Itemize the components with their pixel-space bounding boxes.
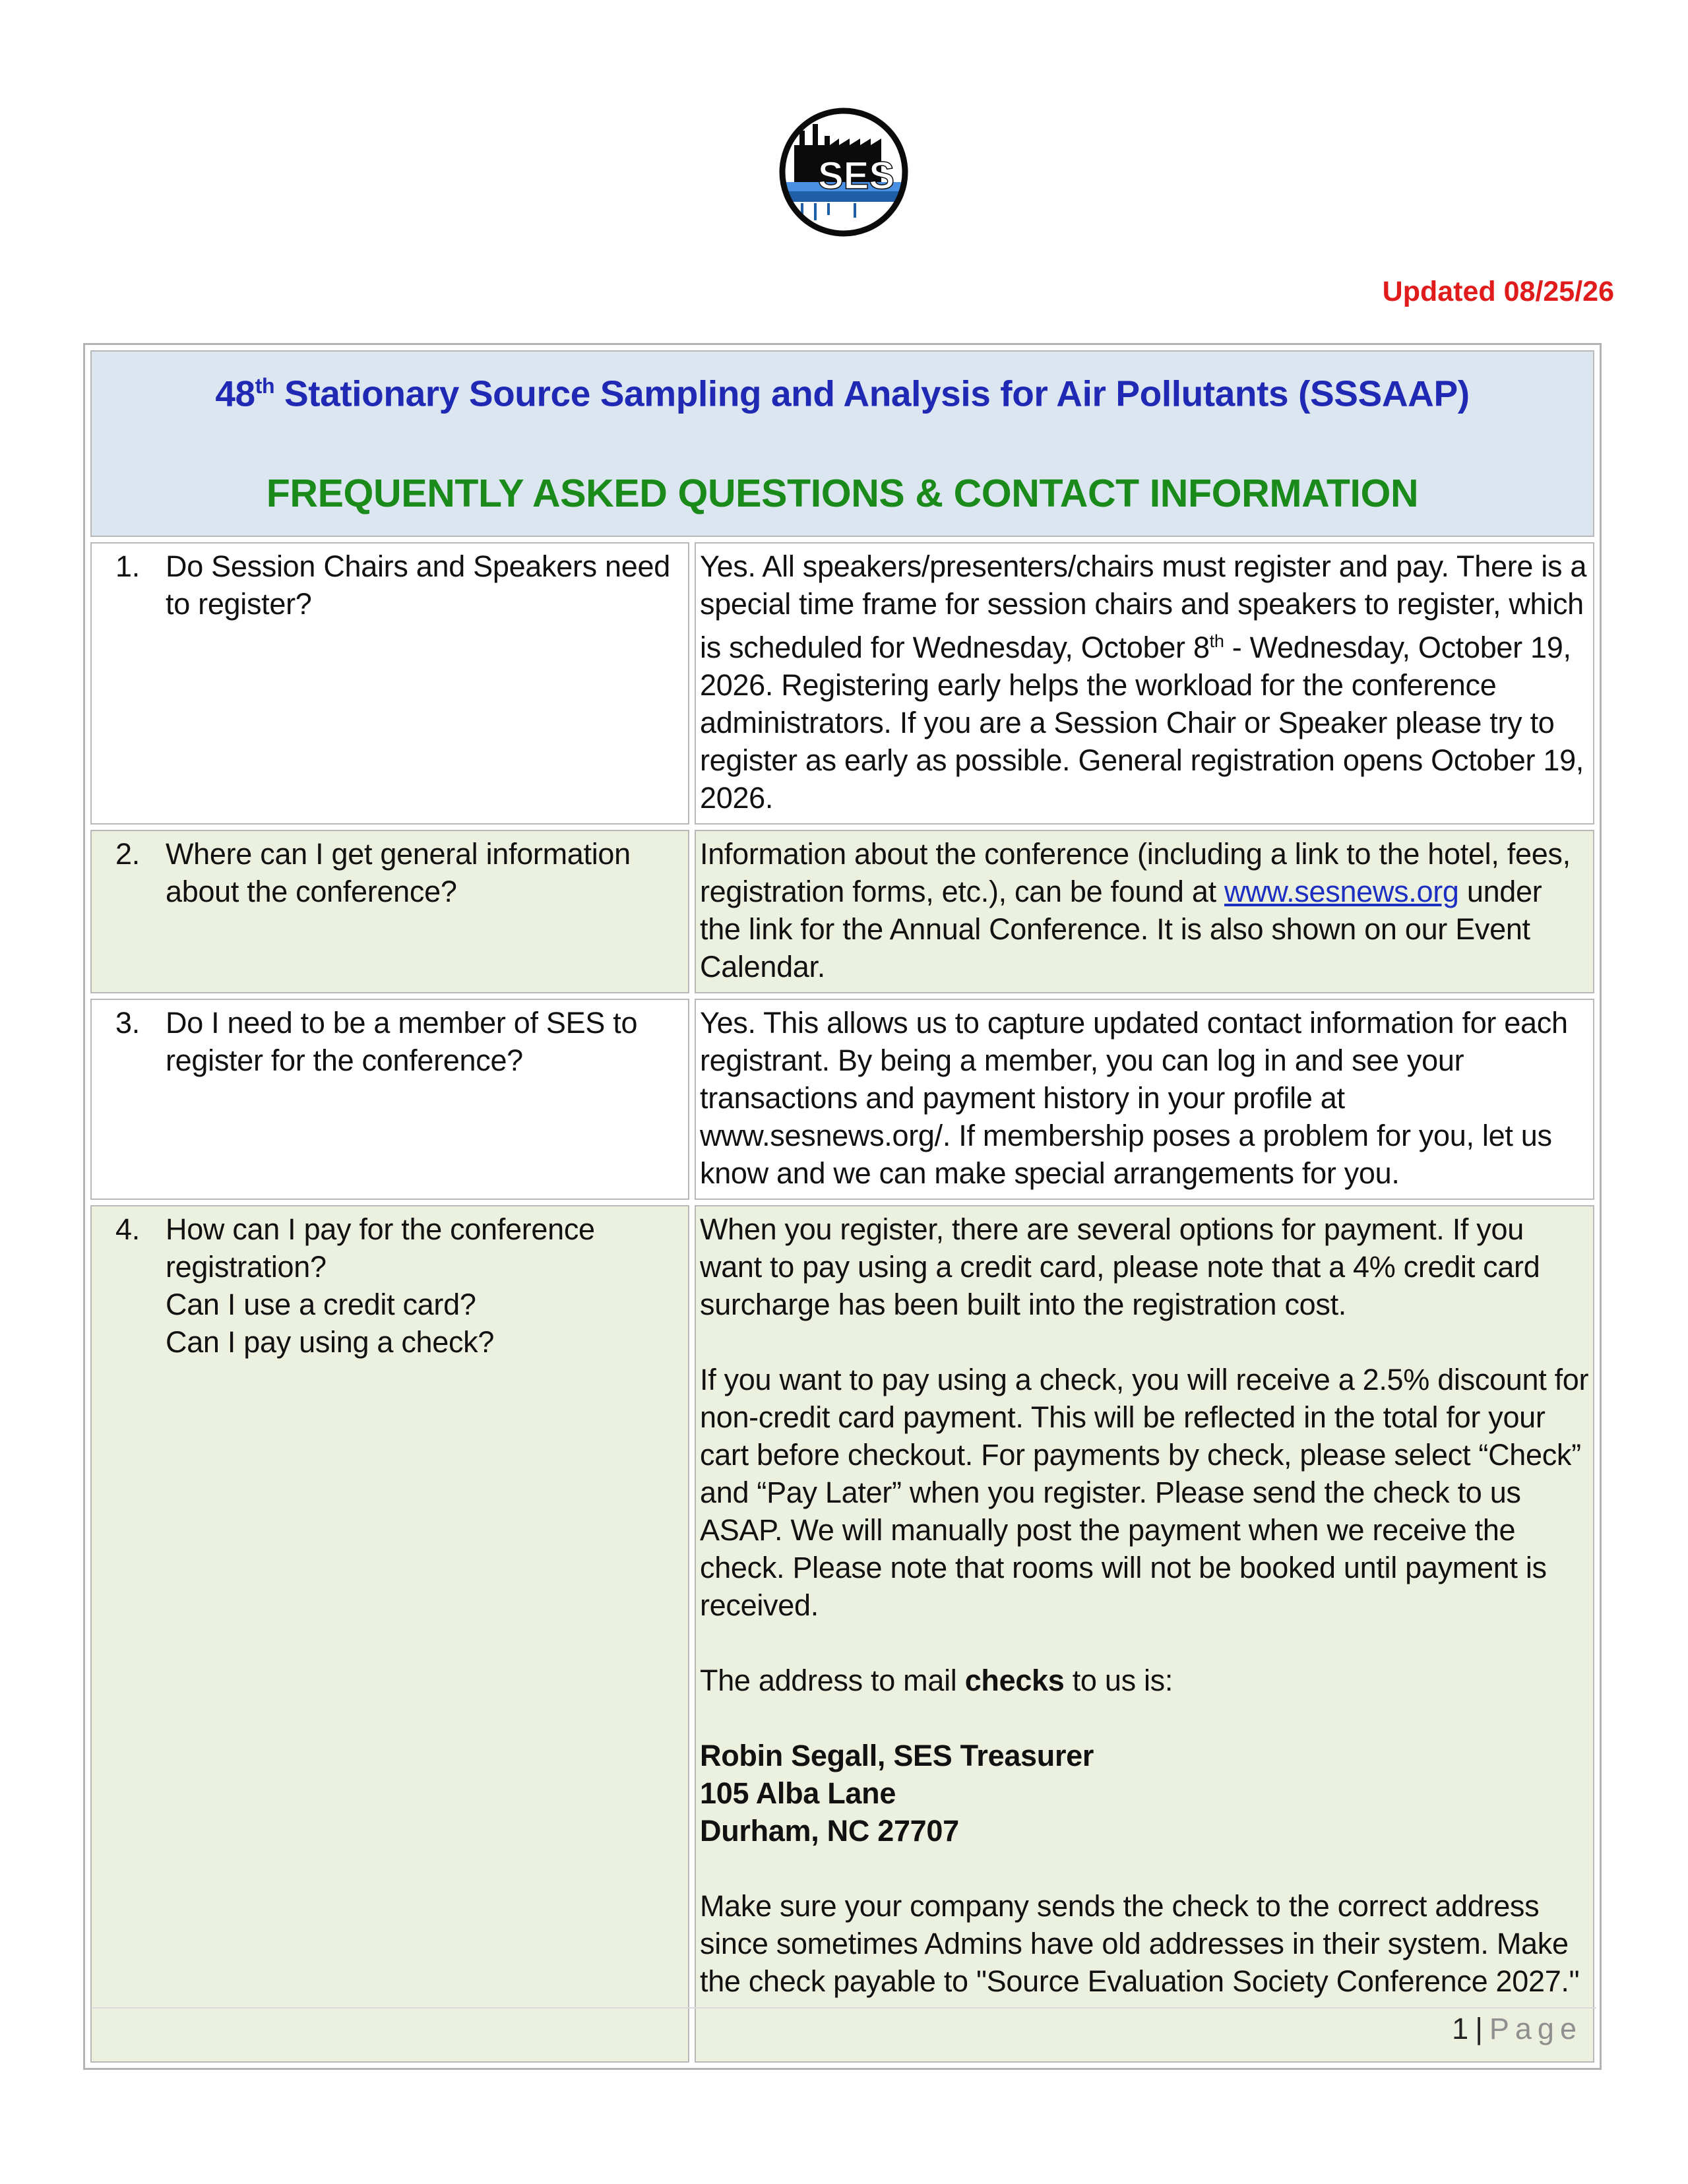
page-number: 1 xyxy=(1452,2012,1469,2045)
answer-paragraph: Make sure your company sends the check to the correct address since sometimes Admins have old addresses in their system. Make the check payable to "Source Evaluation Society Conference 2027." xyxy=(700,1889,1580,1999)
answer-cell xyxy=(695,542,1594,825)
answer-paragraph: The address to mail checks to us is: xyxy=(700,1664,1173,1698)
question-text: Do I need to be a member of SES to register for the conference? xyxy=(166,1006,638,1078)
answer-cell xyxy=(695,830,1594,993)
ses-logo xyxy=(776,104,912,240)
question-cell xyxy=(90,542,689,825)
answer-text: Information about the conference (including a link to the hotel, fees, registration forms, etc.), can be found at www.sesnews.org under the link for the Annual Conference. It is also shown on our Event Calendar. xyxy=(700,837,1571,984)
question-cell xyxy=(90,999,689,1200)
answer-paragraph: When you register, there are several options for payment. If you want to pay using a credit card, please note that a 4% credit card surcharge has been built into the registration cost. xyxy=(700,1212,1540,1322)
faq-row xyxy=(90,1205,1594,2063)
answer-cell xyxy=(695,999,1594,1200)
page-subtitle: FREQUENTLY ASKED QUESTIONS & CONTACT INFORMATION xyxy=(266,472,1419,516)
question-text: How can I pay for the conference registration? Can I use a credit card? Can I pay using a check? xyxy=(166,1212,595,1359)
question-number: 1. xyxy=(115,549,140,584)
faq-row xyxy=(90,830,1594,993)
question-text: Where can I get general information about the conference? xyxy=(166,837,631,909)
answer-text: Yes. This allows us to capture updated contact information for each registrant. By being a member, you can log in and see your transactions and payment history in your profile at www.sesnews.org/. If membership poses a problem for you, let us know and we can make special arrangements for you. xyxy=(700,1006,1568,1191)
faq-row xyxy=(90,542,1594,825)
faq-table xyxy=(83,343,1602,2070)
footer-divider xyxy=(92,2007,1596,2009)
question-cell xyxy=(90,1205,689,2063)
answer-paragraph: If you want to pay using a check, you will receive a 2.5% discount for non-credit card payment. This will be reflected in the total for your cart before checkout. For payments by check, please select “Check” and “Pay Later” when you register. Please send the check to us ASAP. We will manually post the payment when we receive the check. Please note that rooms will not be booked until payment is received. xyxy=(700,1363,1589,1623)
question-cell xyxy=(90,830,689,993)
question-number: 4. xyxy=(115,1212,140,1247)
faq-row xyxy=(90,999,1594,1200)
updated-date: Updated 08/25/26 xyxy=(1382,276,1614,307)
question-number: 3. xyxy=(115,1006,140,1040)
question-text: Do Session Chairs and Speakers need to register? xyxy=(166,549,670,621)
sesnews-link[interactable]: www.sesnews.org xyxy=(1224,875,1459,909)
table-header xyxy=(90,350,1594,537)
answer-cell xyxy=(695,1205,1594,2063)
page-footer: 1 | Page xyxy=(1452,2012,1582,2045)
svg-text:SES: SES xyxy=(817,154,895,197)
answer-text: Yes. All speakers/presenters/chairs must register and pay. There is a special time frame for session chairs and speakers to register, which is scheduled for Wednesday, October 8th - Wednesday, October 19, 2026. Registering early helps the workload for the conference administrators. If you are a Session Chair or Speaker please try to register as early as possible. General registration opens October 19, 2026. xyxy=(700,549,1587,815)
mailing-address: Robin Segall, SES Treasurer 105 Alba Lane Durham, NC 27707 xyxy=(700,1739,1094,1848)
page-title: 48th Stationary Source Sampling and Analysis for Air Pollutants (SSSAAP) xyxy=(215,373,1470,414)
page-label: Page xyxy=(1489,2012,1582,2045)
question-number: 2. xyxy=(115,837,140,871)
